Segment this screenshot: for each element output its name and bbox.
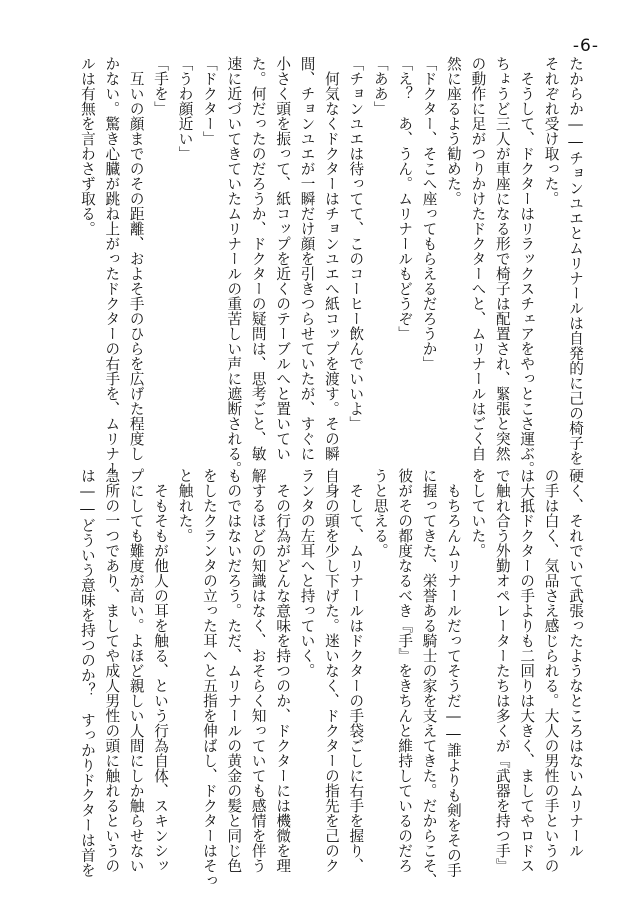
text-line: に握ってきた、栄誉ある騎士の家を支えてきた。だからこそ、: [420, 468, 438, 888]
text-line: 「ドクター」: [200, 56, 218, 146]
text-line: プにしても難度が高い。よほど親しい人間にしか触らせない: [127, 468, 145, 873]
text-line: は大抵ドクターの手よりも二回りは大きく、ましてやロドス: [518, 468, 536, 873]
text-line: の動作に足がつりかけたドクターへと、ムリナールはごく自: [469, 56, 487, 461]
text-line: をしていた。: [469, 468, 487, 558]
text-line: 「ドクター、そこへ座ってもらえるだろうか」: [420, 56, 438, 371]
text-line: 何気なくドクターはチョンユエへ紙コップを渡す。その瞬: [322, 56, 340, 461]
text-line: 自身の頭を少し下げた。迷いなく、ドクターの指先を己のク: [322, 468, 340, 873]
text-line: そして、ムリナールはドクターの手袋ごしに右手を握り、: [347, 468, 365, 873]
text-line: ランタの左耳へと持っていく。: [298, 468, 316, 678]
text-line: 間、チョンユエが一瞬だけ顔を引きつらせていたが、すぐに: [298, 56, 316, 461]
text-line: 硬く、それでいて武張ったようなところはないムリナール: [567, 468, 584, 858]
text-line: で触れ合う外勤オペレーターたちは多くが『武器を持つ手』: [493, 468, 511, 873]
text-line: た。何だったのだろうか、ドクターの疑問は、思考ごと、敏: [249, 56, 267, 461]
text-line: たからか――チョンユエとムリナールは自発的に己の椅子を: [567, 56, 584, 466]
text-line: もちろんムリナールだってそうだ――誰よりも剣をその手: [444, 468, 462, 878]
text-line: は――どういう意味を持つのか？ すっかりドクターは首を: [78, 468, 96, 878]
text-line: と触れた。: [176, 468, 194, 543]
text-line: ちょうど三人が車座になる形で椅子は配置され、緊張と突然: [493, 56, 511, 461]
text-line: をしたクランタの立った耳へと五指を伸ばし、ドクターはそっ: [200, 468, 218, 888]
text-line: うと思える。: [371, 468, 389, 558]
text-line: 互いの顔までのその距離、およそ手のひらを広げた程度し: [127, 56, 145, 461]
text-line: かない。驚き心臓が跳ね上がったドクターの右手を、ムリナー: [103, 56, 121, 476]
text-line: 「え？ あ、うん。ムリナールもどうぞ」: [396, 56, 414, 341]
text-line: 急所の一つであり、ましてや成人男性の頭に触れるというの: [103, 468, 121, 873]
text-line: 彼がその都度なるべき『手』をきちんと維持しているのだろ: [396, 468, 414, 873]
text-line: そうして、ドクターはリラックスチェアをやっとこさ運ぶ。: [518, 56, 536, 476]
text-line: ものではないだろう。ただ、ムリナールの黄金の髪と同じ色: [225, 468, 243, 873]
text-line: 「うわ顔近い」: [176, 56, 194, 161]
text-column-top: [78, 56, 587, 476]
text-line: 速に近づいてきていたムリナールの重苦しい声に遮断される。: [225, 56, 243, 476]
text-line: その行為がどんな意味を持つのか、ドクターには機微を理: [274, 468, 292, 873]
text-line: それぞれ受け取った。: [542, 56, 560, 206]
text-line: 小さく頭を振って、紙コップを近くのテーブルへと置いてい: [274, 56, 292, 461]
text-line: 「チョンユエは待ってて、このコーヒー飲んでいいよ」: [347, 56, 365, 431]
text-line: 解するほどの知識はなく、おそらく知っていても感情を伴う: [249, 468, 267, 873]
text-line: 然に座るよう勧めた。: [444, 56, 462, 206]
text-line: 「手を」: [152, 56, 170, 116]
page-number: -6-: [572, 36, 599, 56]
text-line: の手は白く、気品さえ感じられる。大人の男性の手というの: [542, 468, 560, 873]
text-line: 「ああ」: [371, 56, 389, 116]
text-column-bottom: [78, 468, 587, 888]
text-line: ルは有無を言わさず取る。: [78, 56, 96, 236]
text-line: そもそもが他人の耳を触る、という行為自体、スキンシッ: [152, 468, 170, 873]
